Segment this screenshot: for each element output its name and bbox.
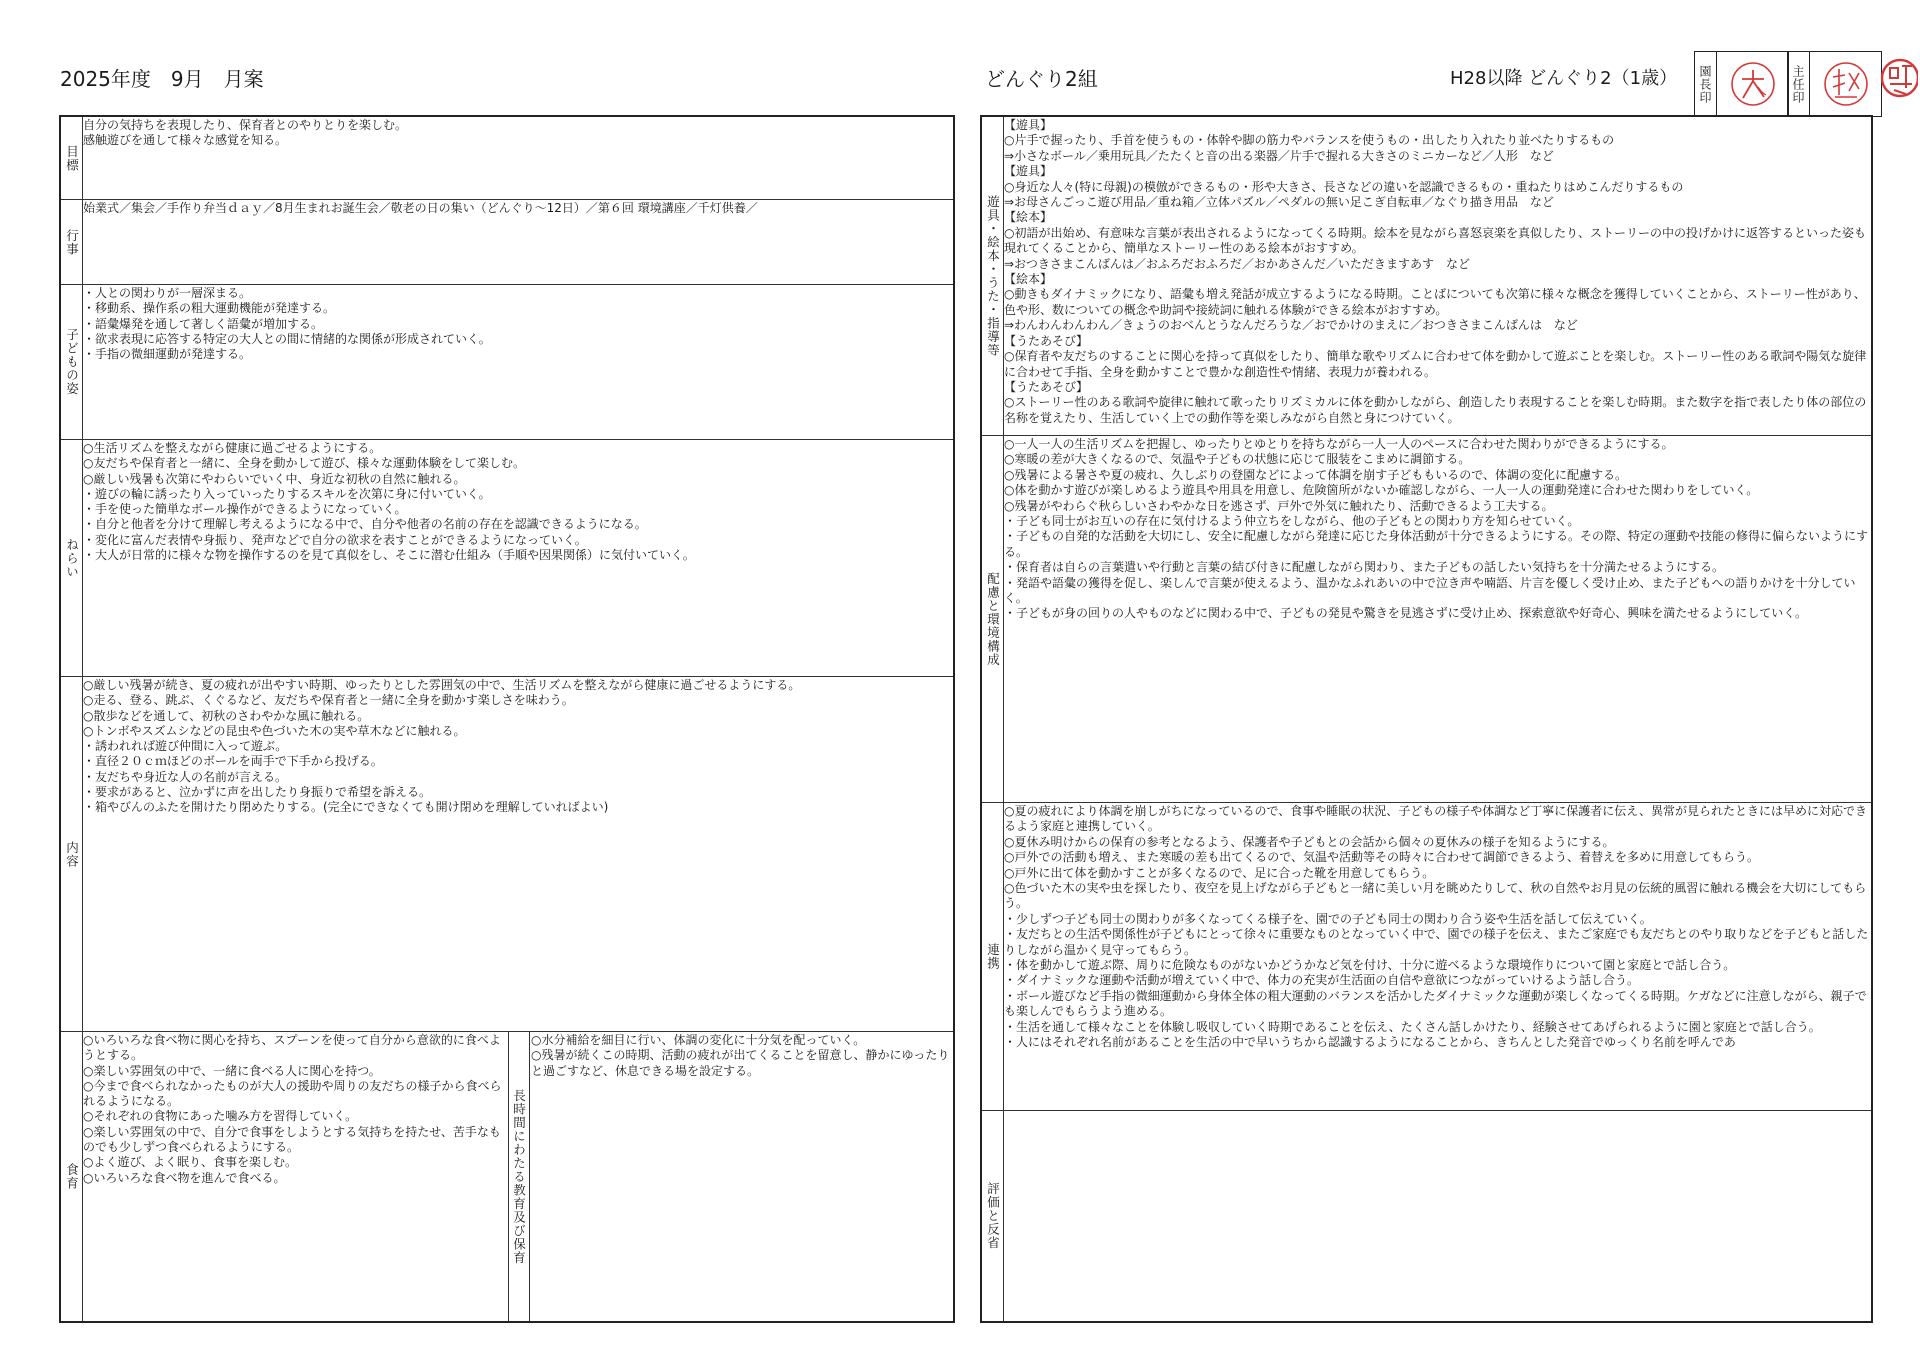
food-line: ○いろいろな食べ物を進んで食べる。 — [83, 1170, 286, 1185]
consideration-line: ○寒暖の差が大きくなるので、気温や子どもの状態に応じて服装をこまめに調節する。 — [1004, 452, 1471, 467]
content-line: ・要求があると、泣かずに声を出したり身振りで希望を訴える。 — [83, 785, 432, 800]
aims-line: ・自分と他者を分けて理解し考えるようになる中で、自分や他者の名前の存在を認識できるようになる。 — [83, 517, 647, 532]
content-line: ○走る、登る、跳ぶ、くぐるなど、友だちや保育者と一緒に全身を動かす楽しさを味わう。 — [83, 693, 574, 708]
play-line: ○片手で握ったり、手首を使うもの・体幹や脚の筋力やバランスを使うもの・出したり入れたり並べたりするもの — [1004, 133, 1615, 148]
food-label: 食育 — [61, 1032, 83, 1321]
children-line: ・語彙爆発を通して著しく語彙が増加する。 — [83, 316, 324, 331]
food-line: ○いろいろな食べ物に関心を持ち、スプーンを使って自分から意欲的に食べようとする。 — [83, 1033, 501, 1063]
food-row — [61, 1031, 953, 1321]
cooperation-line: ・友だちとの生活や関係性が子どもにとって徐々に重要なものとなっていく中で、園での様子を伝え、またご家庭でも友だちとのやり取りなどを子どもと話したりしながら温かく見守ってもらう。 — [1004, 927, 1869, 957]
cooperation-line: ・生活を通して様々なことを体験し吸収していく時期であることを伝え、たくさん話しかけたり、経験させてあげられるように園と家庭とで話し合う。 — [1004, 1019, 1821, 1034]
chief-seal-label: 主任印 — [1788, 52, 1810, 116]
cooperation-line: ○夏休み明けからの保育の参考となるよう、保護者や子どもとの会話から個々の夏休みの様子を知るようにする。 — [1004, 834, 1615, 849]
left-panel — [59, 115, 955, 1323]
play-line: ⇒おつきさまこんばんは／おふろだおふろだ／おかあさんだ／いただきますあす など — [1004, 256, 1470, 271]
aims-line: ・遊びの輪に誘ったり入っていったりするスキルを次第に身に付いていく。 — [83, 486, 491, 501]
food-line: ○楽しい雰囲気の中で、一緒に食べる人に関心を持つ。 — [83, 1063, 381, 1078]
consideration-line: ○残暑がやわらぐ秋らしいさわやかな日を逃さず、戸外で外気に触れたり、活動できるよう工夫する。 — [1004, 498, 1554, 513]
play-line: 【うたあそび】 — [1004, 379, 1089, 394]
children-line: ・移動系、操作系の粗大運動機能が発達する。 — [83, 301, 336, 316]
events-row — [61, 199, 953, 284]
content-label: 内容 — [61, 677, 83, 1031]
content-line: ○厳しい残暑が続き、夏の疲れが出やすい時期、ゆったりとした雰囲気の中で、生活リズムを整えながら健康に過ごせるようにする。 — [83, 678, 801, 692]
consideration-row — [982, 435, 1871, 802]
children-label: 子どもの姿 — [61, 285, 83, 439]
children-line: ・欲求表現に応答する特定の大人との間に情緒的な関係が形成されていく。 — [83, 331, 491, 346]
play-line: 【絵本】 — [1004, 272, 1053, 287]
long-care-label: 長時間にわたる教育及び保育 — [508, 1032, 530, 1321]
play-line: 【絵本】 — [1004, 210, 1053, 225]
aims-line: ○友だちや保育者と一緒に、全身を動かして遊び、様々な運動体験をして楽しむ。 — [83, 456, 525, 471]
principal-seal-label: 園長印 — [1695, 52, 1717, 116]
aims-line: ・変化に富んだ表情や身振り、発声などで自分の欲求を表すことができるようになっていく。 — [83, 532, 587, 547]
aims-line: ○生活リズムを整えながら健康に過ごせるようにする。 — [83, 441, 382, 455]
content-line: ・直径２０ｃｍほどのボールを両手で下手から投げる。 — [83, 754, 383, 769]
consideration-line: ・子どもが身の回りの人やものなどに関わる中で、子どもの発見や驚きを見逃さずに受け止め、探索意欲や好奇心、興味を満たせるようにしていく。 — [1004, 606, 1808, 621]
consideration-line: ○体を動かす遊びが楽しめるよう遊具や用具を用意し、危険箇所がないか確認しながら、一人一人の運動発達に合わせた関わりをしていく。 — [1004, 483, 1759, 498]
consideration-line: ○残暑による暑さや夏の疲れ、久しぶりの登園などによって体調を崩す子どももいるので、体調の変化に配慮する。 — [1004, 467, 1627, 482]
aims-label: ねらい — [61, 440, 83, 676]
cooperation-row — [982, 802, 1871, 1110]
content-line: ・箱やびんのふたを開けたり閉めたりする。(完全にできなくても開け閉めを理解していればよい) — [83, 800, 609, 815]
play-line: 【うたあそび】 — [1004, 333, 1089, 348]
evaluation-row — [982, 1110, 1871, 1321]
play-line: ○ストーリー性のある歌詞や旋律に触れて歌ったりリズミカルに体を動かしながら、創造したり表現することを楽しむ時期。また数字を指で表したり体の部位の名称を覚えたり、生活していく上での動作等を楽しみながら自然と身につけていく。 — [1004, 395, 1867, 425]
cooperation-line: ・少しずつ子ども同士の関わりが多くなってくる様子を、園での子ども同士の関わり合う姿や生活を話して伝えていく。 — [1004, 911, 1652, 926]
content-line: ・友だちや身近な人の名前が言える。 — [83, 769, 288, 784]
cooperation-line: ・体を動かして遊ぶ際、周りに危険なものがないかどうかなど気を付け、十分に遊べるような環境作りについて園と家庭とで話し合う。 — [1004, 958, 1736, 973]
plan-title: 2025年度 9月 月案 — [60, 67, 264, 91]
goals-row — [61, 117, 953, 199]
consideration-line: ・子どもの自発的な活動を大切にし、安全に配慮しながら発達に応じた身体活動が十分できるようにする。その際、特定の運動や技能の修得に偏らないようにする。 — [1004, 529, 1869, 559]
play-row — [982, 117, 1871, 435]
cooperation-line: ○色づいた木の実や虫を探したり、夜空を見上げながら子どもと一緒に美しい月を眺めたりして、秋の自然やお月見の伝統的風習に触れる機会を大切にしてもらう。 — [1004, 881, 1867, 911]
aims-content — [83, 441, 951, 676]
consideration-content — [1004, 437, 1869, 802]
goals-label: 目標 — [61, 117, 83, 199]
food-content — [83, 1033, 505, 1321]
content-line: ○トンボやスズムシなどの昆虫や色づいた木の実や草木などに触れる。 — [83, 723, 466, 738]
content-line: ・誘われれば遊び仲間に入って遊ぶ。 — [83, 739, 288, 754]
class-name: どんぐり2組 — [985, 67, 1098, 91]
evaluation-content[interactable] — [1004, 1112, 1869, 1321]
chief-seal-box — [1787, 51, 1882, 117]
play-content — [1004, 118, 1869, 435]
play-label: 遊具・絵本・うた・指導等 — [982, 117, 1004, 435]
children-line: ・手指の微細運動が発達する。 — [83, 347, 252, 362]
content-content — [83, 678, 951, 1031]
consideration-line: ・子ども同士がお互いの存在に気付けるよう仲立ちをしながら、他の子どもとの関わり方を知らせていく。 — [1004, 514, 1580, 529]
play-line: ⇒わんわんわんわん／きょうのおべんとうなんだろうな／おでかけのまえに／おつきさまこんばんは など — [1004, 318, 1578, 333]
content-row — [61, 676, 953, 1031]
play-line: ○身近な人々(特に母親)の模倣ができるもの・形や大きさ、長さなどの違いを認識できるもの・重ねたりはめこんだりするもの — [1004, 179, 1684, 194]
play-line: ○初語が出始め、有意味な言葉が表出されるようになってくる時期。絵本を見ながら喜怒哀楽を真似したり、ストーリーの中の投げかけに返答するといった姿も現れてくることから、簡単なストーリー性のある絵本がおすすめ。 — [1004, 225, 1866, 256]
play-line: ⇒小さなボール／乗用玩具／たたくと音の出る楽器／片手で握れる大きさのミニカーなど／人形 など — [1004, 148, 1554, 163]
right-panel — [980, 115, 1873, 1323]
aims-row — [61, 439, 953, 676]
aims-line: ・大人が日常的に様々な物を操作するのを見て真似をし、そこに潜む仕組み（手順や因果関係）に気付いていく。 — [83, 548, 695, 563]
children-content — [83, 286, 951, 439]
cooperation-line: ○戸外での活動も増え、また寒暖の差も出てくるので、気温や活動等その時々に合わせて調節できるよう、着替えを多めに用意してもらう。 — [1004, 850, 1759, 865]
goals-line: 自分の気持ちを表現したり、保育者とのやりとりを楽しむ。 — [83, 118, 408, 132]
events-content — [83, 201, 951, 284]
aims-line: ○厳しい残暑も次第にやわらいでいく中、身近な初秋の自然に触れる。 — [83, 471, 466, 486]
children-line: ・人との関わりが一層深まる。 — [83, 286, 252, 300]
long-care-line: ○水分補給を細目に行い、体調の変化に十分気を配っていく。 — [531, 1033, 866, 1047]
food-line: ○今まで食べられなかったものが大人の援助や周りの友だちの様子から食べられるようになる。 — [83, 1078, 502, 1109]
principal-seal-slot — [1717, 52, 1788, 116]
consideration-label: 配慮と環境構成 — [982, 436, 1004, 802]
events-label: 行事 — [61, 200, 83, 284]
play-line: 【遊具】 — [1004, 164, 1053, 179]
food-line: ○それぞれの食物にあった噛み方を習得していく。 — [83, 1109, 358, 1124]
play-line: ⇒お母さんごっこ遊び用品／重ね箱／立体パズル／ペダルの無い足こぎ自転車／なぐり描き用品 など — [1004, 195, 1554, 210]
consideration-line: ○一人一人の生活リズムを把握し、ゆったりとゆとりを持ちながら一人一人のペースに合わせた関わりができるようにする。 — [1004, 437, 1674, 451]
long-care-content — [531, 1033, 951, 1321]
long-care-line: ○残暑が続くこの時期、活動の疲れが出てくることを留意し、静かにゆったりと過ごすなど、休息できる場を設定する。 — [531, 1048, 950, 1078]
chief-stamp — [1821, 59, 1871, 109]
play-line: ○保育者や友だちのすることに関心を持って真似をしたり、簡単な歌やリズムに合わせて体を動かして遊ぶことを楽しむ。ストーリー性のある歌詞や陽気な旋律に合わせて手指、全身を動かすことで豊かな創造性や情緒、表現力が養われる。 — [1004, 349, 1867, 379]
goals-content — [83, 118, 951, 199]
goals-line: 感触遊びを通して様々な感覚を知る。 — [83, 133, 288, 148]
principal-seal-box — [1694, 51, 1789, 117]
aims-line: ・手を使った簡単なボール操作ができるようになっていく。 — [83, 502, 407, 517]
corner-stamp — [1876, 54, 1918, 102]
cooperation-line: ・ダイナミックな運動や活動が増えていく中で、体力の充実が生活面の自信や意欲につながっていけるよう話し合う。 — [1004, 973, 1640, 988]
class-info: H28以降 どんぐり2（1歳） — [1450, 68, 1678, 89]
children-row — [61, 284, 953, 439]
play-line: 【遊具】 — [1004, 118, 1053, 132]
consideration-line: ・発語や語彙の獲得を促し、楽しんで言葉が使えるよう、温かなふれあいの中で泣き声や喃語、片言を優しく受け止め、また子どもへの語りかけを十分していく。 — [1004, 575, 1856, 606]
principal-stamp — [1728, 59, 1778, 109]
events-line: 始業式／集会／手作り弁当ｄａｙ／8月生まれお誕生会／敬老の日の集い（どんぐり〜12日）／第６回 環境講座／千灯供養／ — [83, 201, 758, 215]
food-line: ○よく遊び、よく眠り、食事を楽しむ。 — [83, 1155, 297, 1170]
food-line: ○楽しい雰囲気の中で、自分で食事をしようとする気持ちを持たせ、苦手なものでも少しずつ食べられるようにする。 — [83, 1124, 501, 1155]
cooperation-line: ・ボール遊びなど手指の微細運動から身体全体の粗大運動のバランスを活かしたダイナミックな運動が楽しくなってくる時期。ケガなどに注意しながら、親子でも楽しんでもらうよう進める。 — [1004, 988, 1867, 1019]
content-line: ○散歩などを通して、初秋のさわやかな風に触れる。 — [83, 708, 370, 723]
play-line: ○動きもダイナミックになり、語彙も増え発話が成立するようになる時期。ことばについても次第に様々な概念を獲得していくことから、ストーリー性があり、色や形、数についての概念や助詞や接続詞に触れる体験ができる絵本がおすすめ。 — [1004, 287, 1866, 317]
chief-seal-slot — [1810, 52, 1881, 116]
cooperation-line: ○夏の疲れにより体調を崩しがちになっているので、食事や睡眠の状況、子どもの様子や体調など丁寧に保護者に伝え、異常が見られたときには早めに対応できるよう家庭と連携していく。 — [1004, 804, 1867, 834]
cooperation-label: 連携 — [982, 803, 1004, 1110]
cooperation-line: ・人にはそれぞれ名前があることを生活の中で早いうちから認識するようになることから、きちんとした発音でゆっくり名前を呼んであ — [1004, 1035, 1736, 1050]
cooperation-content — [1004, 804, 1869, 1110]
cooperation-line: ○戸外に出て体を動かすことが多くなるので、足に合った靴を用意してもらう。 — [1004, 865, 1435, 880]
evaluation-label: 評価と反省 — [982, 1111, 1004, 1321]
consideration-line: ・保育者は自らの言葉遣いや行動と言葉の結び付きに配慮しながら関わり、また子どもの話したい気持ちを十分満たせるようにする。 — [1004, 560, 1725, 575]
